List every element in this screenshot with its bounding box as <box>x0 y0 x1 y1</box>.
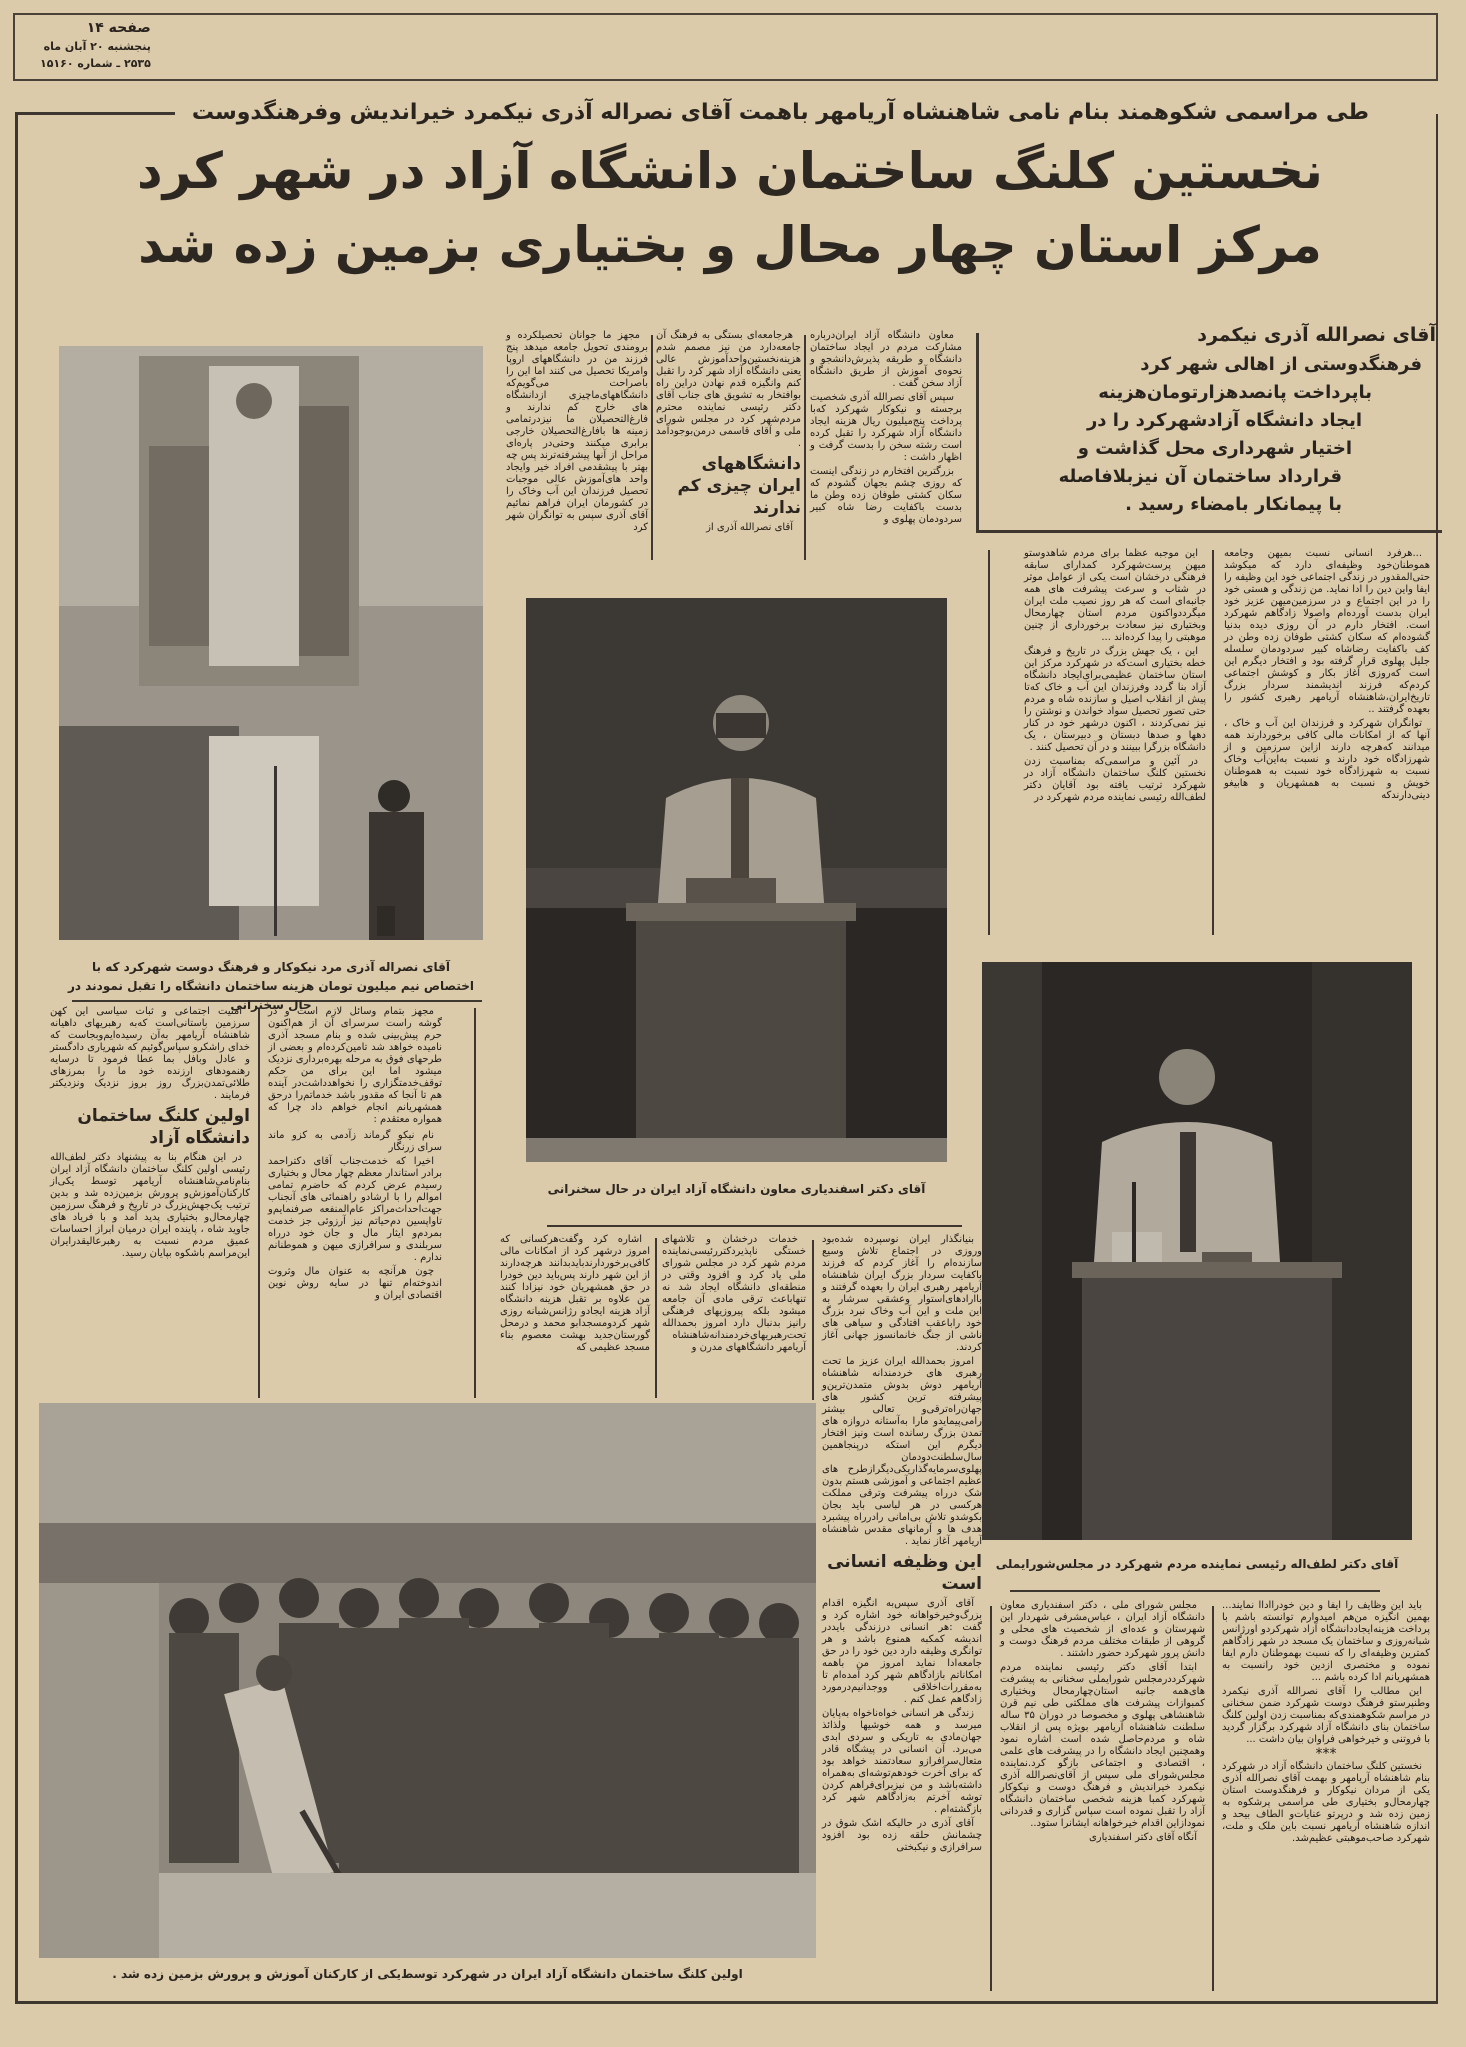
photo1-caption-line-1: آقای نصراله آذری مرد نیکوکار و فرهنگ دوست شهرکرد که با <box>92 960 450 974</box>
subhead-first-pick: اولین کلنگ ساختمان دانشگاه آزاد <box>77 1106 250 1148</box>
paragraph: اشاره کرد وگفت‌هرکسانی که امروز درشهر کرد از امکانات مالی کافی‌برخوردارند‌بایدبدانند هرچه‌دارند از این شهر دارند پس‌باید دین خودرا در حق همشهریان خود نیزادا کنند من علاوه بر تقبل هزینه دانشگاه آزاد هزینه ایجادو رژانس‌شبانه روزی شهر کرد‌ومسجدابو محمد و درمحل گورستان‌جدید بهشت معصوم بناء مسجد عظیمی که <box>500 1234 650 1353</box>
paragraph: مجهز ما جوانان تحصیلکرده و برومندی تحویل جامعه میدهد پنج فرزند من در دانشگاههای اروپا وامریکا تحصیل می کنند اما این را باصراحت می‌گویم‌که دانشگاههای‌ماچیزی ازدانشگاه های خارج کم ندارند و فارغ‌التحصیلان ما نیزدرتمامی زمینه ها بافارغ‌التحصیلان خارجی برابری میکنند وحتی‌در پاره‌ای مراحل از آنها پیشرفته‌ترند پس چه بهتر با پیشقدمی افراد خیر وایجاد واحد های‌آموزش عالی موجبات تحصیل فرزندان این آب وخاک را در کشورمان ایران فراهم نمائیم آقای آذری سپس به توانگران شهر کرد <box>506 330 648 533</box>
photo1-caption-line-2: اختصاص نیم میلیون تومان هزینه ساختمان دانشگاه را تقبل نمودند در حال سخنرانی <box>67 979 474 1012</box>
column-rule <box>812 1240 814 1400</box>
paragraph: آقای نصرالله آذری از <box>706 522 793 533</box>
photo4-caption: اولین کلنگ ساختمان دانشگاه آزاد ایران در شهرکرد توسط‌یکی از کارکنان آموزش و پرورش بزمین زده شد . <box>112 1967 743 1981</box>
paragraph: آقای آذری سپس‌به انگیزه اقدام بزرگ‌وخیرخواهانه خود اشاره کرد و گفت :هر انسانی درزندگی بایددر اندیشه کمکبه همنوع باشد و هر توانگری وظیفه دارد دین خود را در حق جامعه‌ادا نماید امروز من باهمه امکاناتم بازادگاهم شهر کرد آمده‌ام تا به‌مقررات‌اخلاقی ووجدانیم‌درمورد زادگاهم عمل کنم . <box>822 1598 982 1705</box>
divider <box>1010 1590 1380 1592</box>
paragraph: باید این وظایف را ایفا و دین خودرااداا نمایند... بهمین انگیزه من‌هم امیدوارم توانسته باشم با پرداخت هزینه‌ایجاددانشگاه آزاد شهرکردو اورژانس شبانه‌روزی و ساختمان یک مسجد در شهر زادگاهم کمترین وظیفه‌ای را که نسبت بهموطنان دارم ایفا نموده و مختصری ازدین خود رانسبت به همشهریانم ادا کرده باشم ... <box>1222 1600 1430 1683</box>
column-rule <box>651 335 653 560</box>
photo-raeisi-speaking <box>982 962 1412 1540</box>
paragraph: در این هنگام بنا به پیشنهاد دکتر لطف‌الله رئیسی اولین کلنگ ساختمان دانشگاه آزاد ایران بنام‌نامی‌شاهنشاه آریامهر توسط یکی‌از کارکنان‌آموزش‌و پرورش بزمین‌زده شد و بدین ترتیب یک‌جهش‌بزرگ در تاریخ و فرهنگ سرزمین چهارمحال‌و بختیاری پدید آمد و با فریاد های جاوید شاه ، پاینده ایران درمیان ابراز احساسات عمیق مردم نسبت به رهبرعالیقدرایران این‌مراسم باشکوه بپایان رسید. <box>50 1152 250 1259</box>
paragraph: چون هرآنچه به عنوان مال وثروت اندوخته‌ام تنها در سایه روش نوین اقتصادی ایران و <box>268 1266 442 1301</box>
paragraph: اخیرا که خدمت‌جناب آقای دکتراحمد برادر استاندار معظم چهار محال و بختیاری رسیدم عرض کردم که حاضرم تمامی اموالم را با ارشادو راهنمائی های آنجناب جهت‌احداث‌مراکز عام‌المنفعه صرفنمایم‌و تاواپسین دم‌حیاتم نیز آرزوئی جز خدمت بمردم‌و ایثار مال و جان خود درراه سربلندی و سرافرازی میهن و هموطنانم ندارم . <box>268 1156 442 1263</box>
paragraph: معاون دانشگاه آزاد ایران‌درباره مشارکت مردم در ایجاد ساختمان دانشگاه و طریقه پذیرش‌دانشجو و نحوه‌ی آموزش از طریق دانشگاه آزاد سخن گفت . <box>810 330 962 389</box>
article-column <box>506 330 648 536</box>
column-rule <box>988 550 990 935</box>
column-rule <box>1212 550 1214 935</box>
summary-box <box>976 333 1442 533</box>
page-number: صفحه ۱۴ <box>86 20 151 36</box>
page-info <box>40 18 151 72</box>
article-column <box>500 1234 650 1356</box>
photo-azari-speaking <box>59 346 483 940</box>
paragraph: بنیانگذار ایران نوسپرده شده‌بود وروزی در اجتماع تلاش وسیع سازنده‌ام را آغاز کردم که فرزند باکفایت سردار بزرگ ایران شاهنشاه آریامهر رهبری ایران را بعهده گرفتند و باارادهای‌استوار وعشقی سرشار به این ملت و این آب وخاک نبرد بزرگ خود رابا‌عقب افتادگی و سیاهی های ناشی از جنگ خانمانسوز جهانی آغاز کردند. <box>822 1234 982 1353</box>
paragraph: ابتدا آقای دکتر رئیسی نماینده مردم شهرکرددرمجلس شورایملی سخنانی به پیشرفت های‌همه جانبه استان‌چهارمحال وبختیاری کمبوازات پیشرفت های مملکتی طی نیم قرن شاهنشاهی پهلوی و مخصوصا در دوران ۳۵ ساله سلطنت شاهنشاه آریامهر بویژه پس از انقلاب شاه و مردم‌حاصل شده است اشاره نمود وهمچنین ایجاد دانشگاه را در پیشرفت های علمی ، اقتصادی و اجتماعی بازگو کرد.نماینده مجلس‌شورای ملی سپس از آقای‌نصرالله آذری نیکمرد خیراندیش و فرهنگ دوست و نیکوکار شهرکرد کمبا هزینه شخصی ساختمان دانشگاه آزاد را تقبل نموده است سپاس گزاری و قدردانی نمودازاین اقدام خیرخواهانه ایشانرا ستود.. <box>1000 1662 1206 1829</box>
article-column <box>268 1006 442 1304</box>
article-column <box>810 330 962 528</box>
paragraph: سپس آقای نصرالله آذری شخصیت برجسته و نیکوکار شهرکرد که‌با پرداخت پنج‌میلیون ریال هزینه ایجاد دانشگاه آزاد شهرکرد را تقبل کرده است رشته سخن را بدست گرفت و اظهار داشت : <box>810 392 962 463</box>
paragraph: آنگاه آقای دکتر اسفندیاری <box>1088 1832 1197 1843</box>
paragraph: امروز بحمدالله ایران عزیز ما تحت رهبری های خردمندانه شاهنشاه آریامهر دوش بدوش متمدن‌ترین‌و پیشرفته ترین کشور های جهان‌راه‌ترقی‌و تعالی بیشتر رامی‌پیماید‌و مارا به‌آستانه دروازه های تمدن بزرگ رسانده است ونیز افتخار دیگرم این استکه درپنجاهمین سال‌سلطنت‌دودمان پهلوی‌سرمایه‌گذاریکی‌دیگراز‌طرح های عظیم اجتماعی و آموزشی هستم بدون شک درراه پیشرفت وترقی مملکت هرکسی در هر لباسی باید بجان بکوشدو تلاش بی‌امانی رادرراه پیشبرد هدف ها و آرمانهای مقدس شاهنشاه آریامهر آغاز نماید . <box>822 1356 982 1547</box>
summary-line: قرارداد ساختمان آن نیزبلافاصله <box>1058 466 1342 487</box>
article-column <box>50 1006 250 1262</box>
column-rule <box>990 1606 992 1991</box>
paragraph: این ، یک جهش بزرگ در تاریخ و فرهنگ خطه بختیاری است‌که در شهرکرد مرکز این استان ساختمان عظیمی‌برای‌ایجاد دانشگاه آزاد بنا گردد و‌فرزندان این آب و خاک که‌تا پیش از انقلاب اصیل و سازنده شاه و مردم حتی تصور تحصیل سواد خواندن و نوشتن را نیز نمی‌کردند ، اکنون درشهر خود در کنار دهها و صدها دبستان و دبیرستان ، یک دانشگاه بزرگرا ببینند و در آن تحصیل کنند . <box>1024 646 1206 753</box>
subhead-human-duty: این وظیفه انسانی است <box>827 1552 982 1594</box>
photo2-caption: آقای دکتر اسفندیاری معاون دانشگاه آزاد ایران در حال سخنرانی <box>547 1182 926 1196</box>
paragraph: توانگران شهرکرد و فرزندان این آب و خاک ، آنها که از امکانات مالی کافی برخوردارند همه میدانند که‌هرچه دارند ازاین سرزمین و از شهرزادگاه خود دارند و نسبت به‌این‌آب وخاک نسبت به شهرزادگاه خود نسبت به هموطنان خویش و نسبت به همشهریان و هابیغو دینی‌دارند‌که <box>1224 718 1430 801</box>
article-column <box>1000 1600 1205 1846</box>
paragraph: هرجامعه‌ای بستگی به فرهنگ آن جامعه‌دارد من نیز مصمم شدم هزینه‌نخستین‌واحدآموزش عالی یعنی دانشگاه آزاد شهر کرد را تقبل کنم وانگیزه قدم نهادن دراین راه بوافتخار به تشویق های جناب آقای دکتر رئیسی نماینده محترم مردم‌شهر کرد در مجلس شورای ملی و آقای قاسمی درمن‌بوجود‌آمد . <box>656 330 801 449</box>
paragraph: زندگی هر انسانی خواه‌ناخواه به‌پایان میرسد و همه خوشیها ولذائذ جهان‌مادی به تاریکی و سردی ابدی می‌برد. آن انسانی در پیشگاه قادر متعال‌سرافرازو سعادتمند خواهد بود که برای آخرت خودهم‌توشه‌ای به‌همراه داشته‌باشد و من نیزبرای‌فراهم کردن توشه آخرتم به‌زادگاهم شهر کرد بازگشته‌ام . <box>822 1708 982 1815</box>
summary-line: با پیمانکار بامضاء رسید . <box>1125 494 1342 515</box>
article-column <box>662 1234 806 1356</box>
issue-date: پنجشنبه ۲۰ آبان ماه <box>43 40 151 53</box>
paragraph: نخستین کلنگ ساختمان دانشگاه آزاد در شهرکرد بنام شاهنشاه آریامهر و بهمت آقای نصرالله آذری یکی از مردان نیکوکار و فرهنگدوست استان چهارمحال‌و بختیاری طی مراسمی پرشکوه به زمین زده شد و درپرتو عنایات‌و الطاف بیحد و اندازه شاهنشاه آریامهر نسبت باین ملک و ملت، شهرکرد صاحب‌موهبتی عظیم‌شد. <box>1222 1761 1430 1844</box>
column-rule <box>655 1238 657 1398</box>
photo-groundbreaking-crowd <box>39 1403 816 1958</box>
article-column <box>822 1234 982 1856</box>
issue-number: ۲۵۳۵ ـ شماره ۱۵۱۶۰ <box>40 57 151 70</box>
paragraph: نام نیکو گرماند زآدمی به کزو ماند سرای زرنگار <box>268 1130 442 1153</box>
summary-line: اختیار شهرداری محل گذاشت و <box>1077 438 1352 459</box>
paragraph: در آئین‌ و مراسمی‌که بمناسبت زدن نخستین کلنگ ساختمان دانشگاه آزاد در شهرکرد ترتیب یافته بود آقایان دکتر لطف‌الله رئیسی نماینده مردم شهرکرد در <box>1024 756 1206 803</box>
article-column <box>656 330 801 536</box>
paragraph: ...هرفرد انسانی نسبت بمیهن وجامعه هموطنان‌خود وظیفه‌ای دارد که میکوشد حتی‌المقدور در زندگی اجتماعی خود این وظیفه را ایفا واین دین را ادا نماید. من زندگی و هستی خود را در این اجتماع و در سرزمین‌میهن عزیز خود ایران بدست آورده‌ام واصولا زادگاهم شهرکرد است. افتخار دارم در آن روزی دیده بدنیا گشوده‌ام که سکان کشتی طوفان زده وطن در کف باکفایت رضاشاه کبیر سردودمان سلسله جلیل پهلوی قرار گرفته بود و افتخار دیگرم این است که‌روزی آغاز بکار و کوشش اجتماعی کردم‌که فرزند اندیشمند سردار بزرگ تاریخ‌ایران،شاهنشاه آریامهر رهبری کشور را بعهده گرفتند .. <box>1224 548 1430 715</box>
section-separator: *** <box>1315 1746 1337 1762</box>
masthead-box <box>13 13 1438 81</box>
frame-top-rule <box>15 112 175 115</box>
paragraph: مجلس شورای ملی ، دکتر اسفندیاری معاون دانشگاه آزاد ایران ، عباس‌مشرفی شهردار این شهرستان و عده‌ای از شخصیت های محلی و گروهی از طبقات مختلف مردم فرهنگ دوست و دانش پرور شهرکرد حضور داشتند . <box>1000 1600 1205 1659</box>
summary-line: باپرداخت پانصدهزارتومان‌هزینه <box>1098 382 1372 403</box>
column-rule <box>804 335 806 560</box>
summary-box-body <box>1059 351 1422 519</box>
column-rule <box>258 1008 260 1398</box>
photo3-caption: آقای دکتر لطف‌اله رئیسی نماینده مردم شهرکرد در مجلس‌شورایملی <box>995 1557 1399 1571</box>
paragraph: آقای آذری در حالیکه اشک شوق در چشمانش حلقه زده بود افزود سرافرازی و نیکبختی <box>822 1818 982 1853</box>
subhead-universities: دانشگاههای ایران چیزی کم ندارند <box>677 454 801 518</box>
divider <box>547 1225 962 1227</box>
paragraph: این موجبه عظما برای مردم شاهدوستو میهن پرست‌شهرکرد کمدارای سابقه فرهنگی درخشان است یکی از عوامل موثر در شتاب و سرعت پیشرفت های همه جانبه‌ای است که هر روز نصیب ملت ایران میگردد‌واکنون مردم استان چهارمحال وبختیاری نیز سعادت برخورداری از چنین موهبتی را پیدا کرده‌اند ... <box>1024 548 1206 643</box>
paragraph: این مطالب را آقای نصرالله آذری نیکمرد وطنپرستو فرهنگ دوست شهرکرد ضمن سخنانی در مراسم شکوهمندی‌که بمناسبت زدن اولین کلنگ ساختمان بنای دانشگاه آزاد شهرکرد برگزار گردید با فروتنی و خیرخواهی فراوان بیان داشت ... <box>1222 1686 1430 1745</box>
paragraph: خدمات درخشان و تلاشهای خستگی ناپذیردکتررئیسی‌نماینده مردم شهر کرد در مجلس شورای ملی یاد کرد و افزود وقتی در منطقه‌ای دانشگاه ایجاد شد نه تنهاباعث ترقی مادی آن جامعه میشود بلکه پیروزیهای فرهنگی رانیز بدنبال دارد امروز بحمدالله تحت‌رهبریهای‌خردمندانه‌شاهنشاه آریامهر دانشگاههای مدرن و <box>662 1234 806 1353</box>
paragraph: بزرگترین افتخارم در زندگی اینست که روزی چشم بجهان گشودم که سکان کشتی طوفان زده وطن ما بدست باکفایت رضا شاه کبیر سردودمان پهلوی و <box>810 466 962 525</box>
summary-line: فرهنگدوستی از اهالی شهر کرد <box>1140 354 1422 375</box>
photo-esfandiari-speaking <box>526 598 947 1162</box>
paragraph: مجهز بتمام وسائل لازم است و در گوشه راست سرسرای آن از هم‌اکنون حرم پیش‌بینی شده و بنام مسجد آذری نامیده خواهد شد تامین‌کرده‌ام و بعضی از طرحهای فوق به مرحله بهره‌برداری نزدیک میشود اما این برای من حکم توقف‌خدمتگزاری را نخواهدداشت‌در آینده هم تا آنجا که مقدور باشد خدماتم‌را درحق همشهریانم انجام خواهم داد چرا که همواره معتقدم : <box>268 1006 442 1125</box>
article-column <box>1222 1600 1430 1847</box>
headline-line-1: نخستین کلنگ ساختمان دانشگاه آزاد در شهر کرد <box>137 142 1323 200</box>
column-rule <box>1212 1606 1214 1991</box>
summary-box-title: آقای نصرالله آذری نیکمرد <box>1120 322 1436 348</box>
headline-line-2: مرکز استان چهار محال و بختیاری بزمین زده شد <box>138 216 1322 274</box>
article-column <box>1224 548 1430 804</box>
article-column <box>1024 548 1206 806</box>
summary-line: ایجاد دانشگاه آزادشهرکرد را در <box>1086 410 1362 431</box>
kicker: طی مراسمی شکوهمند بنام نامی شاهنشاه آریامهر باهمت آقای نصراله آذری نیکمرد خیراندیش وفرهنگدوست <box>175 98 1375 128</box>
paragraph: امنیت اجتماعی و ثبات سیاسی این کهن سرزمین باستانی‌است که‌به رهبریهای داهیانه شاهنشاه آریامهر به‌آن رسیده‌ایم‌وبجاست که خدای راشکرو سپاس‌گوئیم که شهریاری دادگستر و عادل وبافل بما عطا فرمود تا درسایه رهنمودهای ارزنده خود ما را بمرزهای طلائی‌تمدن‌بزرگ روز بروز نزدیک ونزدیکتر فرمایند . <box>50 1006 250 1101</box>
column-rule <box>474 1008 476 1398</box>
